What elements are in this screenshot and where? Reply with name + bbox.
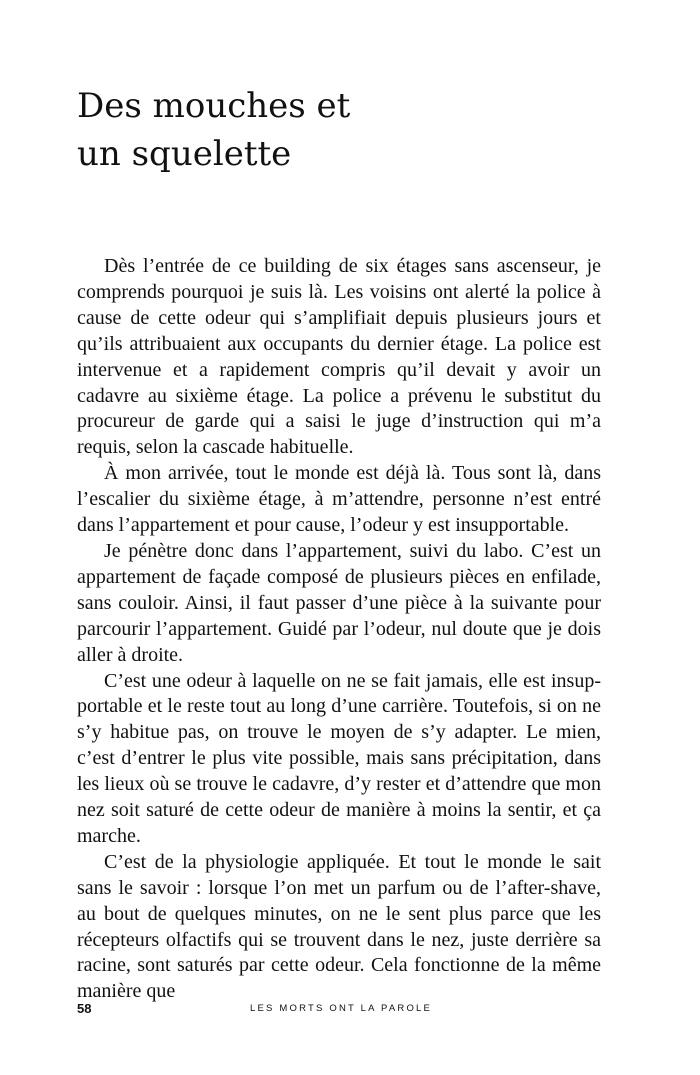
paragraph-3: Je pénètre donc dans l’appartement, suivi du labo. C’est un appartement de façade composé de plusieurs pièces en enfilade, sans couloir. Ainsi, il faut passer d’une pièce à la suivante pour parcourir l’appartement. Guidé par l’odeur, nul doute que je dois aller à droite.	[77, 539, 601, 666]
page-number: 58	[77, 1001, 92, 1016]
paragraph-1: Dès l’entrée de ce building de six étages sans ascenseur, je comprends pourquoi je suis là. Les voisins ont alerté la police à cause de cette odeur qui s’amplifiait depuis plusieurs jours et qu’ils attribuaient aux occupants du dernier étage. La police est intervenue et a rapidement compris qu’il devait y avoir un cadavre au sixième étage. La police a prévenu le substitut du procureur de garde qui a saisi le juge d’instruction qui m’a requis, selon la cascade habituelle.	[77, 255, 601, 459]
paragraph-2: À mon arrivée, tout le monde est déjà là. Tous sont là, dans l’escalier du sixième étage, à m’attendre, personne n’est entré dans l’appartement et pour cause, l’odeur y est insupportable.	[77, 462, 601, 537]
body-text	[77, 254, 601, 1005]
running-head: LES MORTS ONT LA PAROLE	[250, 1003, 433, 1014]
chapter-title-line-1: Des mouches et	[77, 86, 351, 126]
chapter-title	[77, 82, 617, 178]
chapter-title-line-2: un squelette	[77, 134, 292, 174]
paragraph-5: C’est de la physiologie appliquée. Et tout le monde le sait sans le savoir : lorsque l’on met un parfum ou de l’after-shave, au bout de quelques minutes, on ne le sent plus parce que les récepteurs olfactifs qui se trouvent dans le nez, juste derrière sa racine, sont saturés par cette odeur. Cela fonctionne de la même manière que	[77, 850, 601, 1003]
paragraph-4: C’est une odeur à laquelle on ne se fait jamais, elle est insupportable et le reste tout au long d’une carrière. Toutefois, si on ne s’y habitue pas, on trouve le moyen de s’y adapter. Le mien, c’est d’entrer le plus vite possible, mais sans précipitation, dans les lieux où se trouve le cadavre, d’y rester et d’attendre que mon nez soit saturé de cette odeur de manière à moins la sentir, et ça marche.	[77, 669, 601, 847]
